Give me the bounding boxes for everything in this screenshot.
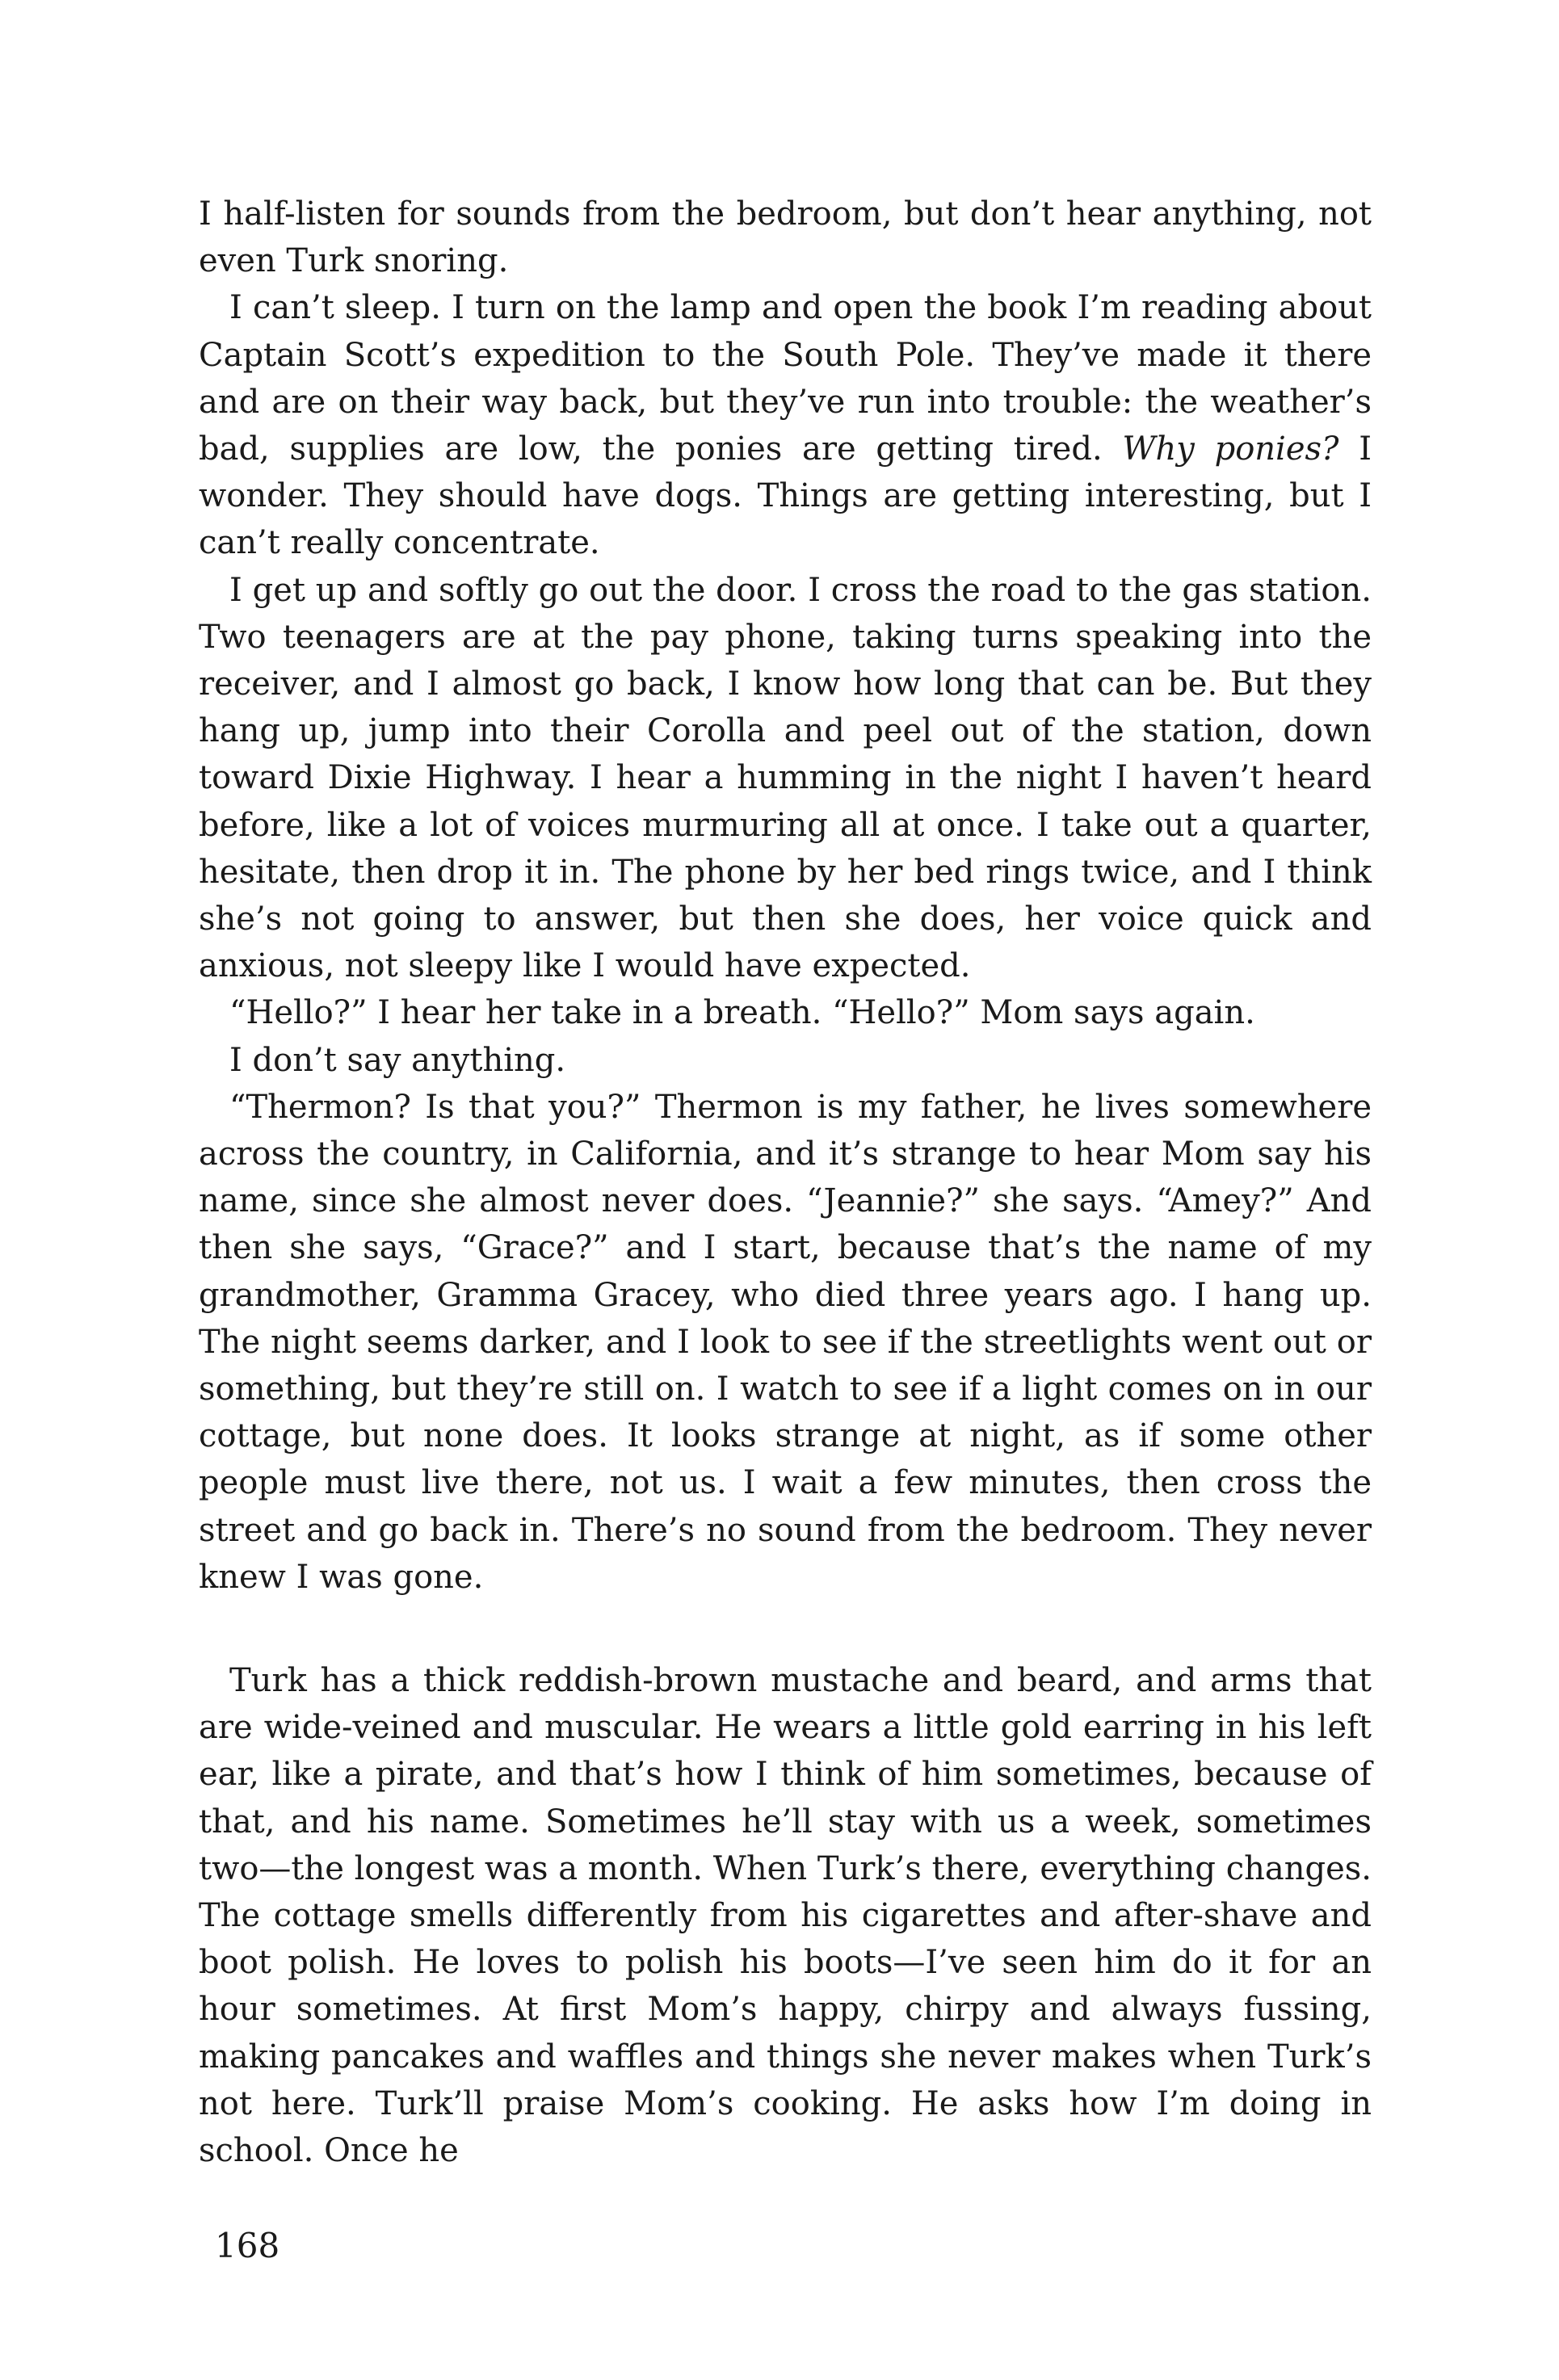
paragraph: Turk has a thick reddish-brown mustache and beard, and arms that are wide-veined and muscular. He wears a little gold earring in his left ear, like a pirate, and that’s how I think of him sometimes, because of that, and his name. Sometimes he’ll stay with us a week, sometimes two—the longest was a month. When Turk’s there, everything changes. The cottage smells differently from his cigarettes and after-shave and boot polish. He loves to polish his boots—I’ve seen him do it for an hour sometimes. At first Mom’s happy, chirpy and always fussing, making pancakes and waffles and things she never makes when Turk’s not here. Turk’ll praise Mom’s cooking. He asks how I’m doing in school. Once he (199, 1662, 1372, 2170)
paragraph (199, 284, 1372, 566)
text-section-2 (199, 1657, 1372, 2174)
paragraph: I half-listen for sounds from the bedroom, but don’t hear anything, not even Turk snoring. (199, 195, 1372, 280)
paragraph: I don’t say anything. (229, 1041, 566, 1079)
text-section-1 (199, 191, 1372, 1601)
paragraph-text: I can’t sleep. I turn on the lamp and open the book I’m reading about Captain Scott’s expedition to the South Pole. They’ve made it there and are on their way back, but they’ve run into trouble: the weather’s bad, supplies are low, the ponies are getting tired. (199, 289, 1372, 468)
paragraph: “Thermon? Is that you?” Thermon is my father, he lives somewhere across the country, in California, and it’s strange to hear Mom say his name, since she almost never does. “Jeannie?” she says. “Amey?” And then she says, “Grace?” and I start, because that’s the name of my grandmother, Gramma Gracey, who died three years ago. I hang up. The night seems darker, and I look to see if the streetlights went out or something, but they’re still on. I watch to see if a light comes on in our cottage, but none does. It looks strange at night, as if some other people must live there, not us. I wait a few minutes, then cross the street and go back in. There’s no sound from the bedroom. They never knew I was gone. (199, 1088, 1372, 1596)
paragraph: “Hello?” I hear her take in a breath. “Hello?” Mom says again. (229, 994, 1255, 1032)
page-number: 168 (215, 2226, 280, 2265)
italic-text: Why ponies? (1122, 430, 1339, 468)
paragraph: I get up and softly go out the door. I cross the road to the gas station. Two teenagers are at the pay phone, taking turns speaking into the receiver, and I almost go back, I know how long that can be. But they hang up, jump into their Corolla and peel out of the station, down toward Dixie Highway. I hear a humming in the night I haven’t heard before, like a lot of voices murmuring all at once. I take out a quarter, hesitate, then drop it in. The phone by her bed rings twice, and I think she’s not going to answer, but then she does, her voice quick and anxious, not sleepy like I would have expected. (199, 571, 1372, 985)
paragraph-text: I wonder. They should have dogs. Things are getting interesting, but I can’t really concentrate. (199, 430, 1372, 562)
